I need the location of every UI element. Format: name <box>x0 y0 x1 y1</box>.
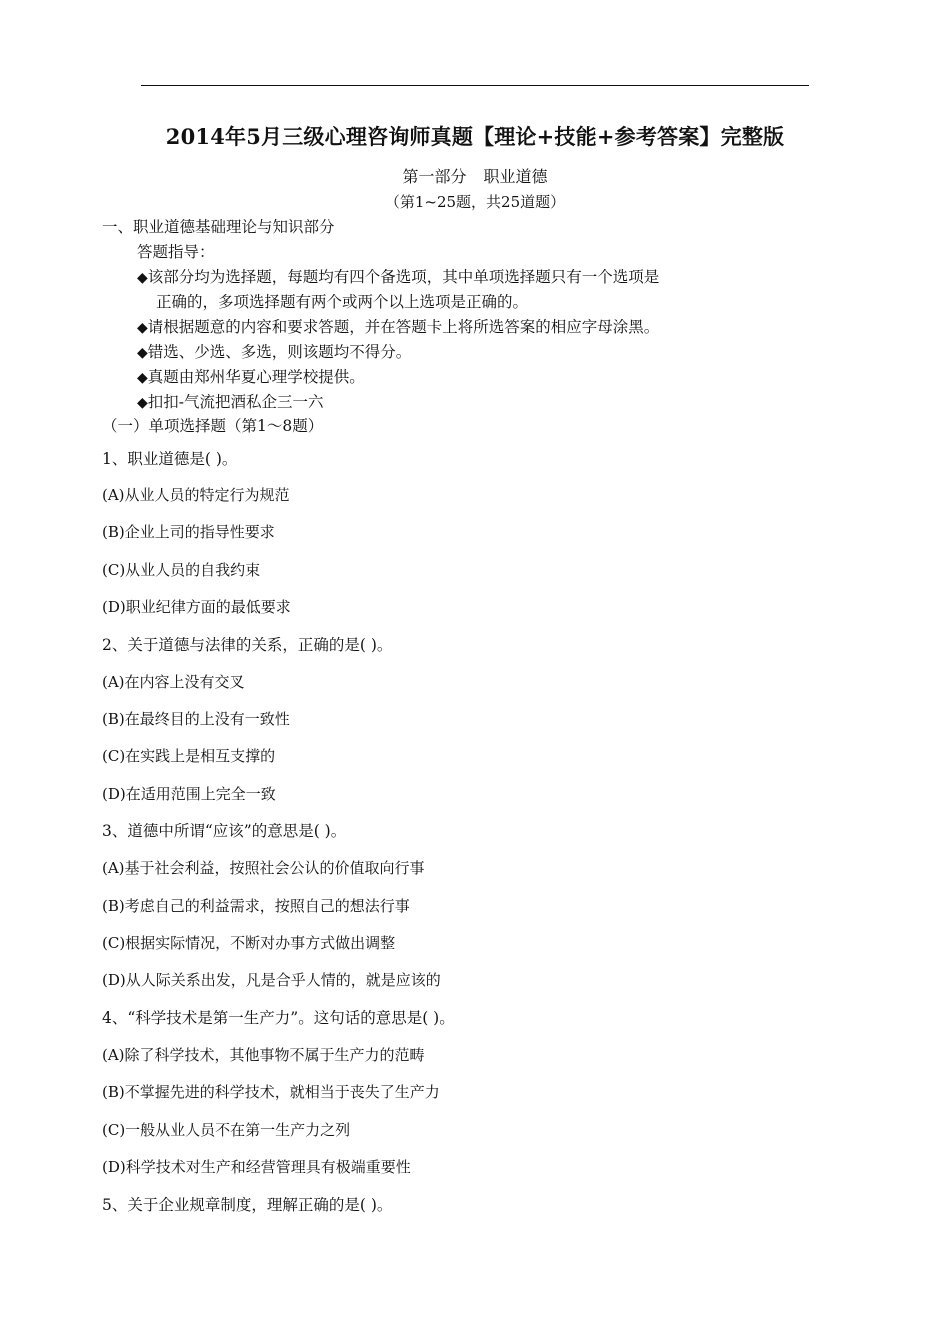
question-stem: 2、关于道德与法律的关系，正确的是( )。 <box>102 636 393 654</box>
answer-option: (D)科学技术对生产和经营管理具有极端重要性 <box>102 1158 411 1176</box>
answer-option: (A)从业人员的特定行为规范 <box>102 486 290 504</box>
guideline-item: ◆真题由郑州华夏心理学校提供。 <box>137 368 365 386</box>
guideline-continuation: 正确的，多项选择题有两个或两个以上选项是正确的。 <box>156 293 529 311</box>
answer-option: (C)从业人员的自我约束 <box>102 561 261 579</box>
diamond-bullet-icon: ◆ <box>137 270 148 286</box>
answer-option: (B)考虑自己的利益需求，按照自己的想法行事 <box>102 897 410 915</box>
diamond-bullet-icon: ◆ <box>137 370 148 386</box>
guideline-item: ◆错选、少选、多选，则该题均不得分。 <box>137 343 412 361</box>
subsection-heading: （一）单项选择题（第1～8题） <box>102 417 324 435</box>
answer-option: (D)从人际关系出发，凡是合乎人情的，就是应该的 <box>102 971 441 989</box>
answer-option: (C)根据实际情况，不断对办事方式做出调整 <box>102 934 396 952</box>
answer-option: (C)在实践上是相互支撑的 <box>102 747 276 765</box>
question-stem: 1、职业道德是( )。 <box>102 450 238 468</box>
answer-option: (D)在适用范围上完全一致 <box>102 785 276 803</box>
answer-option: (B)在最终目的上没有一致性 <box>102 710 290 728</box>
guideline-item: ◆该部分均为选择题，每题均有四个备选项，其中单项选择题只有一个选项是 <box>137 268 660 286</box>
question-stem: 3、道德中所谓“应该”的意思是( )。 <box>102 822 347 840</box>
answer-option: (A)除了科学技术，其他事物不属于生产力的范畴 <box>102 1046 425 1064</box>
header-rule <box>141 85 809 86</box>
question-stem: 4、“科学技术是第一生产力”。这句话的意思是( )。 <box>102 1009 455 1027</box>
diamond-bullet-icon: ◆ <box>137 345 148 361</box>
answer-option: (A)在内容上没有交叉 <box>102 673 245 691</box>
answer-option: (C)一般从业人员不在第一生产力之列 <box>102 1121 351 1139</box>
part-heading: 第一部分 职业道德 <box>402 167 548 186</box>
document-title: 2014年5月三级心理咨询师真题【理论+技能+参考答案】完整版 <box>165 124 785 149</box>
guideline-item: ◆请根据题意的内容和要求答题，并在答题卡上将所选答案的相应字母涂黑。 <box>137 318 660 336</box>
question-stem: 5、关于企业规章制度，理解正确的是( )。 <box>102 1196 393 1214</box>
section-heading: 一、职业道德基础理论与知识部分 <box>102 218 335 236</box>
guideline-item: ◆扣扣-气流把酒私企三一六 <box>137 393 324 411</box>
diamond-bullet-icon: ◆ <box>137 395 148 411</box>
answer-option: (A)基于社会利益，按照社会公认的价值取向行事 <box>102 859 425 877</box>
guide-label: 答题指导： <box>137 243 215 261</box>
part-range: （第1~25题，共25道题） <box>384 193 566 211</box>
answer-option: (B)企业上司的指导性要求 <box>102 523 275 541</box>
answer-option: (D)职业纪律方面的最低要求 <box>102 598 291 616</box>
answer-option: (B)不掌握先进的科学技术，就相当于丧失了生产力 <box>102 1083 440 1101</box>
diamond-bullet-icon: ◆ <box>137 320 148 336</box>
